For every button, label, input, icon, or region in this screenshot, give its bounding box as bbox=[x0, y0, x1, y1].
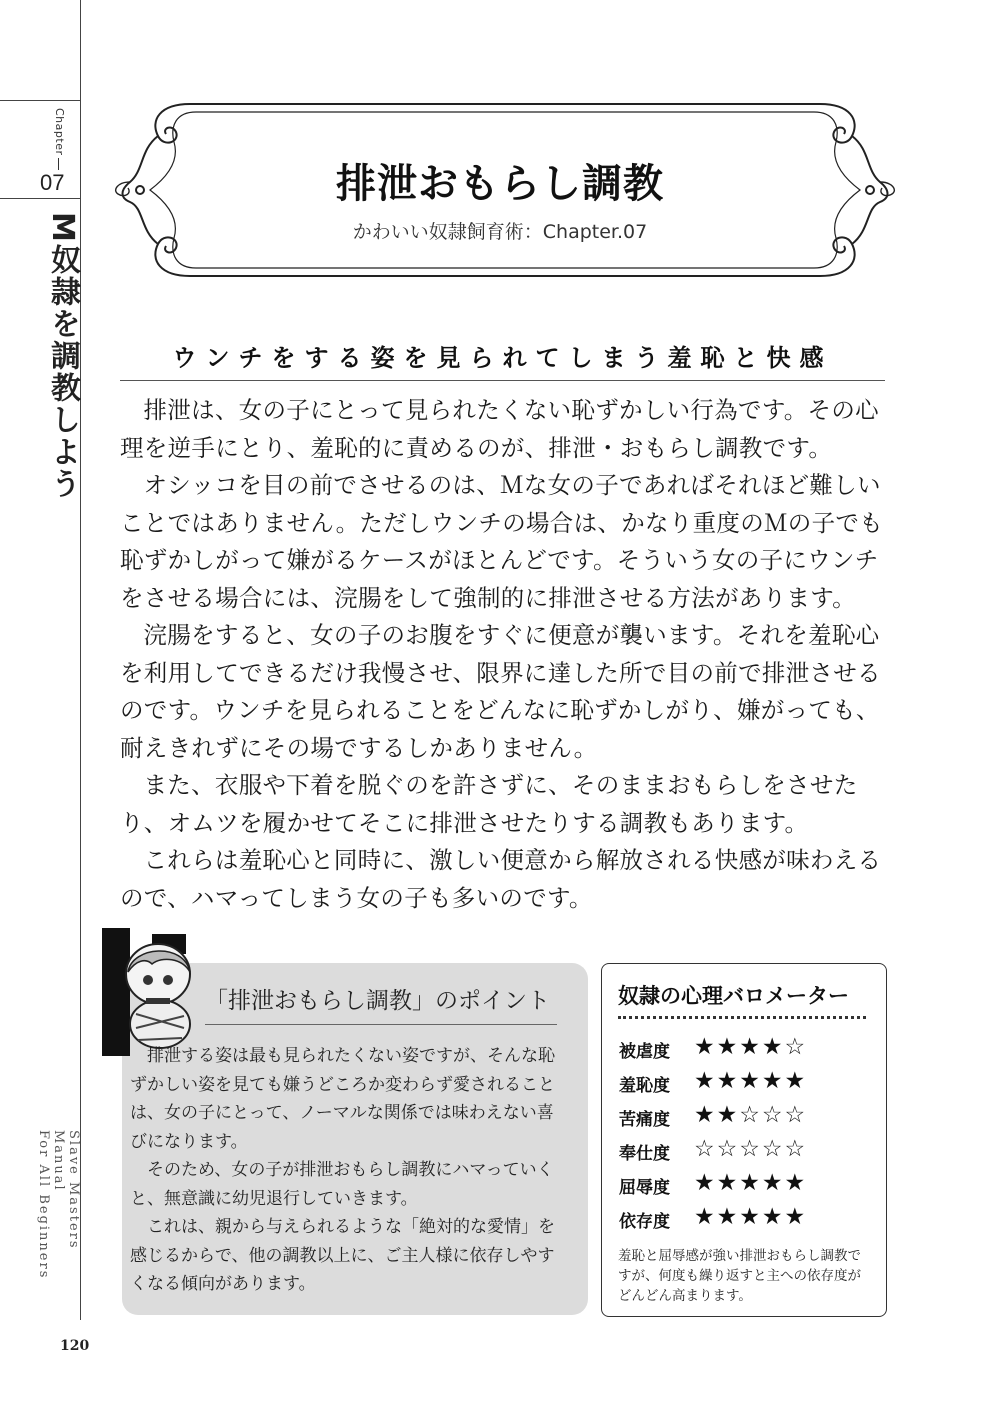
star-rating: ★★★★★ bbox=[694, 1170, 808, 1196]
sidebar-brand bbox=[36, 1130, 81, 1310]
barometer-dotted-rule bbox=[618, 1016, 866, 1019]
barometer-label: 依存度 bbox=[619, 1212, 670, 1232]
barometer-note: 羞恥と屈辱感が強い排泄おもらし調教ですが、何度も繰り返すと主への依存度がどんどん高まります。 bbox=[618, 1248, 861, 1304]
page-number: 120 bbox=[60, 1338, 90, 1354]
chapter-number: 07 bbox=[40, 170, 65, 195]
point-text bbox=[130, 1042, 560, 1299]
barometer-label: 羞恥度 bbox=[619, 1076, 670, 1096]
point-paragraph: そのため、女の子が排泄おもらし調教にハマっていくと、無意識に幼児退行していきます。 bbox=[130, 1160, 554, 1209]
barometer-label: 苦痛度 bbox=[619, 1110, 670, 1130]
character-illustration bbox=[102, 928, 214, 1056]
body-paragraph: 排泄は、女の子にとって見られたくない恥ずかしい行為です。その心理を逆手にとり、羞恥的に責めるのが、排泄・おもらし調教です。 bbox=[120, 396, 879, 462]
body-paragraph: 浣腸をすると、女の子のお腹をすぐに便意が襲います。それを羞恥心を利用してできるだけ我慢させ、限界に達した所で目の前で排泄させるのです。ウンチを見られることをどんなに恥ずかしがり、嫌がっても、耐えきれずにその場でするしかありません。 bbox=[120, 621, 881, 762]
star-rating: ★★★★☆ bbox=[694, 1034, 808, 1060]
body-paragraph: これらは羞恥心と同時に、激しい便意から解放される快感が味わえるので、ハマってしまう女の子も多いのです。 bbox=[120, 846, 882, 912]
barometer-label: 屈辱度 bbox=[619, 1178, 670, 1198]
page-title: 排泄おもらし調教 bbox=[336, 161, 664, 207]
point-rule bbox=[205, 1024, 557, 1025]
section-rule bbox=[120, 380, 885, 381]
body-paragraph: オシッコを目の前でさせるのは、Ｍな女の子であればそれほど難しいことではありません。ただしウンチの場合は、かなり重度のＭの子でも恥ずかしがって嫌がるケースがほとんどです。そういう女の子にウンチをさせる場合には、浣腸をして強制的に排泄させる方法があります。 bbox=[120, 471, 884, 612]
sidebar-top-rule bbox=[0, 100, 80, 101]
star-rating: ★★★★★ bbox=[694, 1068, 808, 1094]
star-rating: ★★★★★ bbox=[694, 1204, 808, 1230]
page-subtitle: かわいい奴隷飼育術：Chapter.07 bbox=[352, 221, 648, 243]
barometer-title: 奴隷の心理バロメーター bbox=[618, 984, 849, 1008]
point-paragraph: これは、親から与えられるような「絶対的な愛情」を感じるからで、他の調教以上に、ご主人様に依存しやすくなる傾向があります。 bbox=[130, 1217, 555, 1294]
chapter-label: Chapter bbox=[53, 108, 66, 156]
point-paragraph: 排泄する姿は最も見られたくない姿ですが、そんな恥ずかしい姿を見ても嫌うどころか変わらず愛されることは、女の子にとって、ノーマルな関係では味わえない喜びになります。 bbox=[130, 1046, 555, 1152]
body-text bbox=[120, 392, 888, 917]
point-title: 「排泄おもらし調教」のポイント bbox=[205, 988, 550, 1014]
star-rating: ☆☆☆☆☆ bbox=[694, 1136, 808, 1162]
barometer-label: 奉仕度 bbox=[619, 1144, 670, 1164]
brand-line-2: For All Beginners bbox=[36, 1130, 51, 1280]
body-paragraph: また、衣服や下着を脱ぐのを許さずに、そのままおもらしをさせたり、オムツを履かせてそこに排泄させたりする調教もあります。 bbox=[120, 771, 858, 837]
brand-line-1: Slave Masters Manual bbox=[51, 1130, 81, 1250]
section-heading: ウンチをする姿を見られてしまう羞恥と快感 bbox=[172, 344, 833, 372]
star-rating: ★★☆☆☆ bbox=[694, 1102, 808, 1128]
sidebar-section-title: M奴隷を調教しよう bbox=[45, 212, 80, 500]
barometer-label: 被虐度 bbox=[619, 1042, 670, 1062]
